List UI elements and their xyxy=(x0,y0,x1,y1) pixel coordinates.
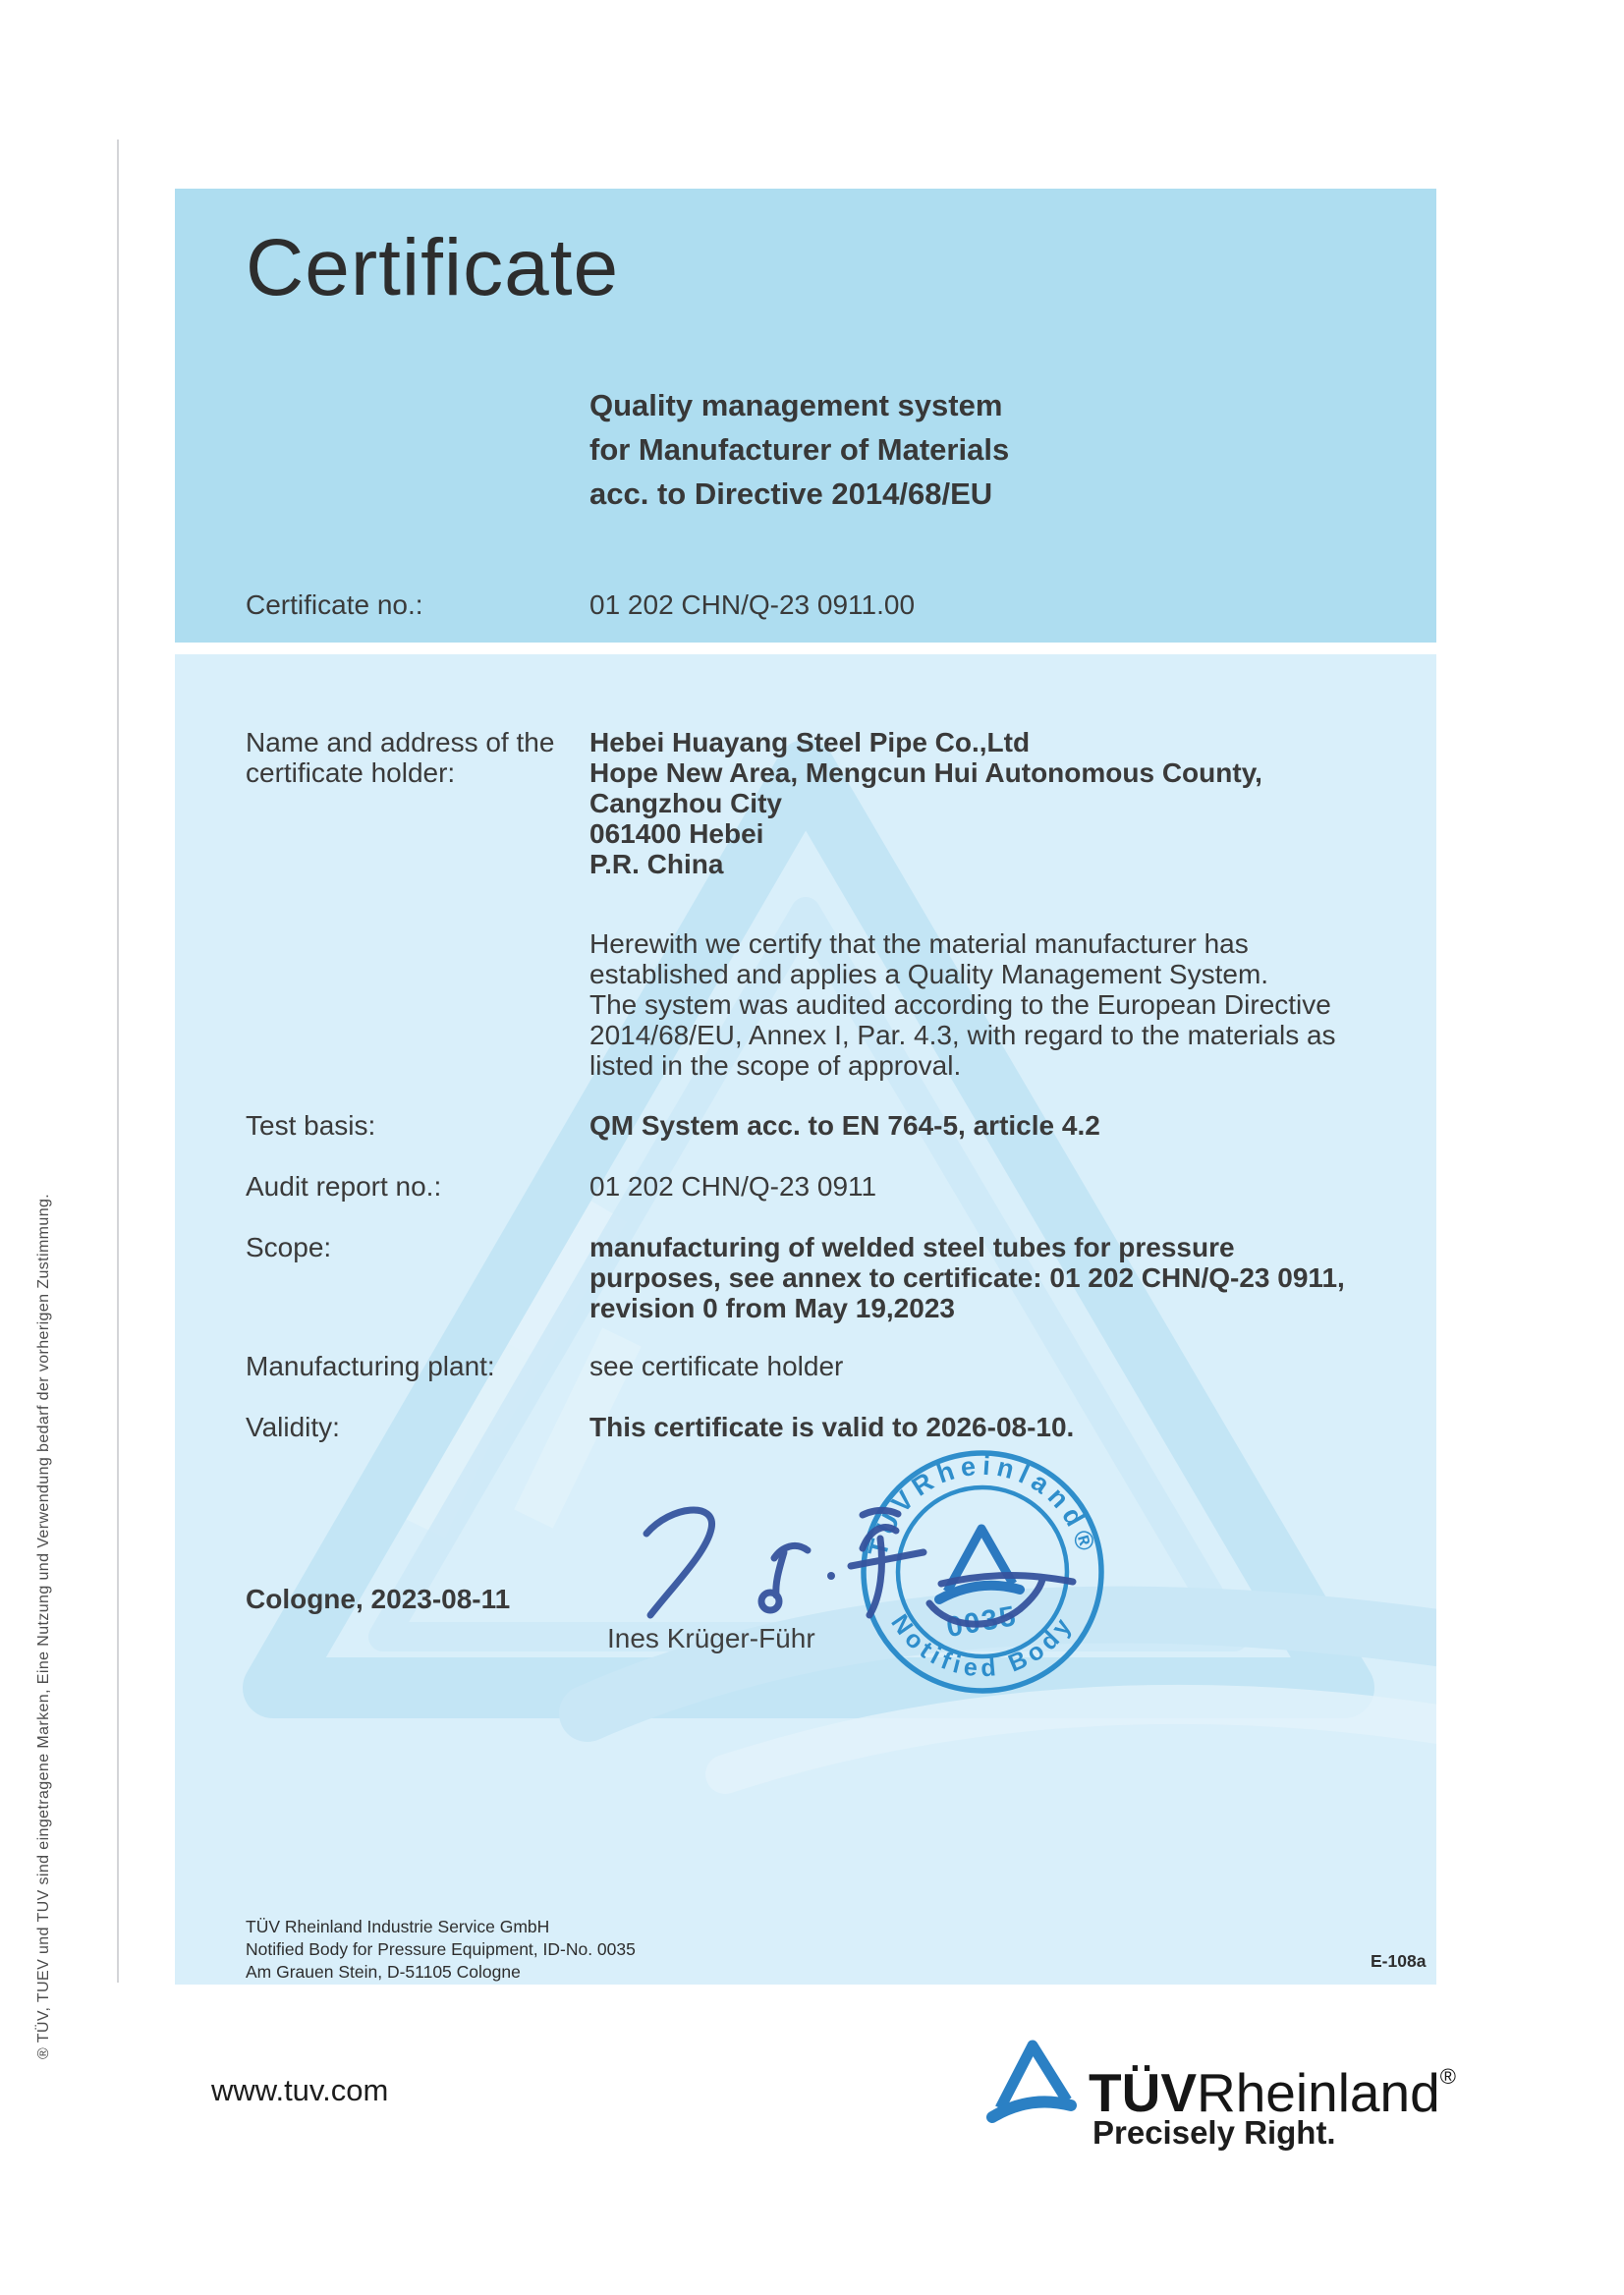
stamp-arc-bottom: Notified Body xyxy=(885,1609,1080,1683)
website-url: www.tuv.com xyxy=(211,2073,389,2107)
brand-rheinland: Rheinland xyxy=(1197,2062,1440,2123)
form-code: E-108a xyxy=(1371,1951,1427,1971)
issuer-address: TÜV Rheinland Industrie Service GmbH Notified Body for Pressure Equipment, ID-No. 0035 Am Grauen Stein, D-51105 Cologne xyxy=(246,1917,636,1982)
statement-text: Herewith we certify that the material manufacturer has established and applies a Quality Management System. The system was audited according to the European Directive 2014/68/EU, Annex I, Par. 4.3, with regard to the materials as listed in the scope of approval. xyxy=(589,928,1336,1081)
scope-label: Scope: xyxy=(246,1232,332,1262)
page-title: Certificate xyxy=(246,223,620,312)
holder-label: Name and address of the certificate holder: xyxy=(246,727,555,788)
test-basis-value: QM System acc. to EN 764-5, article 4.2 xyxy=(589,1110,1100,1141)
certificate-no-value: 01 202 CHN/Q-23 0911.00 xyxy=(589,589,916,620)
certificate-body xyxy=(175,654,1436,1985)
certificate-header xyxy=(175,189,1436,643)
manufacturing-plant-label: Manufacturing plant: xyxy=(246,1351,495,1381)
manufacturing-plant-value: see certificate holder xyxy=(589,1351,844,1381)
certificate-no-label: Certificate no.: xyxy=(246,589,423,620)
scope-value: manufacturing of welded steel tubes for pressure purposes, see annex to certificate: 01 202 CHN/Q-23 0911, revision 0 from May 19,2023 xyxy=(589,1232,1345,1323)
place-and-date: Cologne, 2023-08-11 xyxy=(246,1584,511,1614)
scan-edge-shadow xyxy=(117,140,119,1983)
test-basis-label: Test basis: xyxy=(246,1110,376,1141)
signer-name: Ines Krüger-Führ xyxy=(607,1623,815,1653)
registered-mark: ® xyxy=(1439,2064,1456,2089)
trademark-side-note: ® TÜV, TUEV und TUV sind eingetragene Marken, Eine Nutzung und Verwendung bedarf der vorherigen Zustimmung. xyxy=(35,1193,52,2059)
brand-wordmark xyxy=(1089,2045,1456,2124)
certificate-subtitle: Quality management system for Manufacturer of Materials acc. to Directive 2014/68/EU xyxy=(589,388,1010,511)
validity-label: Validity: xyxy=(246,1412,340,1442)
audit-report-value: 01 202 CHN/Q-23 0911 xyxy=(589,1171,877,1202)
stamp-number: 0035 xyxy=(943,1599,1020,1645)
brand-tagline: Precisely Right. xyxy=(1092,2114,1336,2151)
holder-value: Hebei Huayang Steel Pipe Co.,Ltd Hope New Area, Mengcun Hui Autonomous County, Cangzhou City 061400 Hebei P.R. China xyxy=(589,727,1262,879)
stamp-arc-top: TÜVRheinland® xyxy=(863,1450,1102,1560)
tuv-rheinland-logo-icon xyxy=(986,2032,1081,2126)
audit-report-label: Audit report no.: xyxy=(246,1171,442,1202)
validity-value: This certificate is valid to 2026-08-10. xyxy=(589,1412,1075,1442)
brand-tuv: TÜV xyxy=(1089,2062,1197,2123)
